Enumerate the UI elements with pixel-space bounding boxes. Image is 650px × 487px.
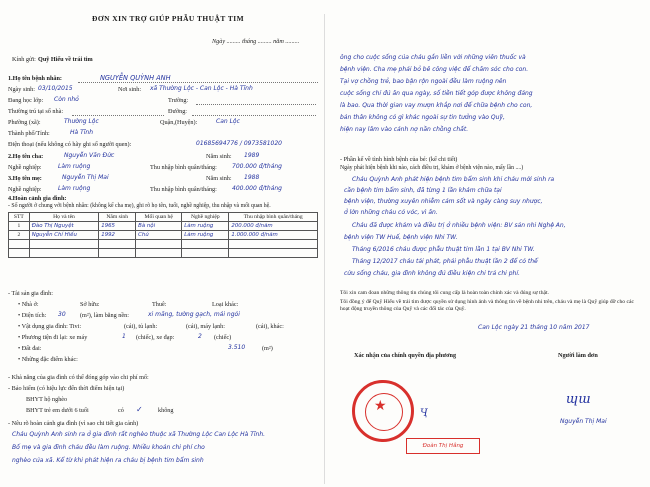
table-cell: 200.000 đ/năm [229, 222, 318, 231]
illness-text: cần bệnh tim bẩm sinh, đã từng 1 lần khám chữa tại [344, 187, 502, 194]
built-with-label: (m²), làm bằng nền: [80, 312, 129, 319]
father-year: 1989 [244, 152, 260, 159]
mother-job-label: Nghề nghiệp: [8, 186, 42, 193]
appliances-ac: (cái), máy lạnh: [186, 323, 225, 330]
circumstance-text: Cháu Quỳnh Anh sinh ra ở gia đình rất nghèo thuộc xã Thường Lộc Can Lộc Hà Tĩnh. [12, 431, 266, 438]
school-label: Trường: [168, 97, 189, 104]
other-features-label: • Những đặc điểm khác: [18, 356, 78, 363]
kinh-gui-value: Quỹ Hiểu về trái tim [38, 56, 93, 63]
table-cell: 1.000.000 đ/năm [229, 231, 318, 240]
official-signature: Ҷ [420, 408, 428, 419]
dotted-line [72, 115, 164, 116]
circumstance-text: cuộc sống chỉ đủ ăn qua ngày, số tiền tiết góp được không đáng [340, 90, 533, 97]
father-income: 700.000 đ/tháng [232, 163, 282, 170]
table-cell: 2 [9, 231, 30, 240]
official-stamp-icon: ★ [352, 380, 414, 442]
house-label: • Nhà ở: [18, 301, 39, 308]
area-value: 30 [58, 311, 66, 318]
circumstance-label: - Nêu rõ hoàn cảnh gia đình (vì sao chi tiết gia cảnh) [8, 420, 139, 427]
insurance-no-label: không [158, 407, 174, 414]
birth-place-label: Nơi sinh: [118, 86, 142, 93]
bicycle-unit: (chiếc) [214, 334, 232, 341]
circumstance-text: bản thân không có gì khác ngoài sự tin tưởng vào Quỹ, [340, 114, 505, 121]
rented-label: Thuê: [152, 301, 167, 308]
illness-label: - Phần kể về tình hình bệnh của bé: (kể chi tiết) [340, 156, 458, 163]
table-cell: 1965 [99, 222, 136, 231]
place-date: Can Lộc ngày 21 tháng 10 năm 2017 [478, 324, 590, 331]
column-divider [324, 14, 325, 484]
circumstance-text: Bố mẹ và gia đình cháu đều làm ruộng. Nhiều khoản chi phí cho [12, 444, 205, 451]
ward-label: Phường (xã): [8, 119, 41, 126]
land-unit: (m²) [262, 345, 273, 352]
district-value: Can Lộc [216, 118, 240, 125]
circumstance-text: là bao. Qua thời gian vay mượn khắp nơi để chữa bệnh cho con, [340, 102, 533, 109]
illness-desc: Ngày phát hiện bệnh khi nào, cách điều trị, khám ở bệnh viện nào, mấy lần ....) [340, 165, 524, 171]
table-row [9, 249, 318, 258]
table-cell: 1 [9, 222, 30, 231]
land-value: 3.510 [228, 344, 246, 351]
illness-text: Tháng 12/2017 cháu tái phát, phải phẫu thuật lần 2 để có thể [352, 258, 538, 265]
transport-label: • Phương tiện đi lại: xe máy [18, 334, 88, 341]
contribution-label: - Khả năng của gia đình có thể đóng góp vào chi phí mổ: [8, 374, 149, 381]
applicant-label: Người làm đơn [558, 352, 598, 359]
form-title: ĐƠN XIN TRỢ GIÚP PHẪU THUẬT TIM [92, 14, 245, 23]
appliances-label: • Vật dụng gia đình: Tivi: [18, 323, 82, 330]
ward-value: Thường Lộc [64, 118, 99, 125]
area-label: • Diện tích: [18, 312, 47, 319]
illness-text: bệnh viện, thường xuyên nhiễm cảm sốt và ngày càng suy nhược, [344, 198, 543, 205]
table-row [9, 222, 318, 231]
insurance-child-label: BHYT trẻ em dưới 6 tuổi [26, 407, 89, 414]
phone-value: 01685694776 / 0973581020 [196, 140, 283, 147]
city-value: Hà Tĩnh [70, 129, 94, 136]
patient-name: NGUYỄN QUỲNH ANH [100, 74, 171, 82]
other-type-label: Loại khác: [212, 301, 239, 308]
father-year-label: Năm sinh: [206, 153, 232, 160]
table-cell: Bà nội [136, 222, 182, 231]
father-name-label: 2.Họ tên cha: [8, 153, 44, 160]
address-label: Thường trú tại số nhà: [8, 108, 64, 115]
built-with-value: xi măng, tường gạch, mái ngói [148, 311, 240, 318]
bicycle-label: (chiếc), xe đạp: [136, 334, 175, 341]
motorbike-count: 1 [122, 333, 126, 340]
phone-label: Điện thoại (nếu không có hãy ghi số người quen): [8, 141, 132, 148]
table-cell: Chú [136, 231, 182, 240]
class-value: Còn nhỏ [54, 96, 79, 103]
illness-text: Tháng 6/2016 cháu được phẫu thuật tim lần 1 tại BV Nhi TW. [352, 246, 535, 253]
mother-income: 400.000 đ/tháng [232, 185, 282, 192]
assets-label: - Tài sản gia đình: [8, 290, 53, 297]
family-situation-desc: - Số người ở chung với bệnh nhân: (không kể cha mẹ), ghi rõ họ tên, tuổi, nghề nghiệp, thu nhập và mối quan hệ. [8, 203, 271, 209]
birth-date-label: Ngày sinh: [8, 86, 35, 93]
insurance-poor-label: BHYT hộ nghèo [26, 396, 68, 403]
dotted-line [196, 104, 316, 105]
col-header: Nghề nghiệp [182, 213, 229, 222]
father-income-label: Thu nhập bình quân/tháng: [150, 164, 217, 171]
street-label: Đường: [168, 108, 188, 115]
illness-text: Cháu đã được khám và điều trị ở nhiều bệnh viện: BV sản nhi Nghệ An, [352, 222, 566, 229]
mother-job: Làm ruộng [58, 185, 91, 192]
father-job-label: Nghề nghiệp: [8, 164, 42, 171]
appliances-fridge: (cái), tủ lạnh: [124, 323, 158, 330]
table-cell: Làm ruộng [182, 222, 229, 231]
applicant-name: Nguyễn Thị Mai [560, 418, 607, 425]
class-label: Đang học lớp: [8, 97, 44, 104]
table-cell: Nguyễn Chí Hiếu [29, 231, 99, 240]
dotted-line [192, 115, 316, 116]
table-cell: 1992 [99, 231, 136, 240]
birth-place: xã Thường Lộc - Can Lộc - Hà Tĩnh [150, 85, 253, 92]
illness-text: Cháu Quỳnh Anh phát hiện bệnh tim bẩm sinh khi cháu mới sinh ra [352, 176, 555, 183]
insurance-yes-label: có [118, 407, 124, 414]
city-label: Thành phố/Tỉnh: [8, 130, 50, 137]
patient-name-label: 1.Họ tên bệnh nhân: [8, 75, 62, 82]
col-header: STT [9, 213, 30, 222]
local-authority-label: Xác nhận của chính quyền địa phương [354, 352, 457, 359]
col-header: Năm sinh [99, 213, 136, 222]
mother-name-label: 3.Họ tên mẹ: [8, 175, 42, 182]
date-line: Ngày ......... tháng ......... năm ......... [212, 38, 300, 45]
col-header: Thu nhập bình quân/tháng [229, 213, 318, 222]
circumstance-text: Tại vợ chồng trẻ, bao bận rộn ngoài đều làm ruộng nên [340, 78, 507, 85]
table-row [9, 231, 318, 240]
declaration-2: Tôi đồng ý để Quỹ Hiểu về trái tim được quyền sử dụng hình ảnh và thông tin về bệnh nhi trên, cháu và mẹ là Quỹ giúp đỡ cho các hoạt động truyền thông của Quỹ và các đối tác của Quỹ. [340, 299, 634, 312]
land-label: • Đất đai: [18, 345, 42, 352]
owned-label: Sở hữu: [80, 301, 100, 308]
circumstance-text: bệnh viện. Cha mẹ phải bỏ bê công việc để chăm sóc cho con. [340, 66, 529, 73]
col-header: Họ và tên [29, 213, 99, 222]
birth-date: 03/10/2015 [38, 85, 73, 92]
circumstance-text: nghèo của xã. Kể từ khi phát hiện ra cháu bị bệnh tim bẩm sinh [12, 457, 204, 464]
father-name: Nguyễn Văn Đức [64, 152, 115, 159]
table-cell: Làm ruộng [182, 231, 229, 240]
declaration-1: Tôi xin cam đoan những thông tin chúng tôi cung cấp là hoàn toàn chính xác và đúng sự thật. [340, 290, 549, 296]
household-table [8, 212, 318, 258]
official-name-stamp: Đoàn Thị Hằng [406, 438, 480, 454]
mother-year: 1988 [244, 174, 260, 181]
table-cell: Đào Thị Nguyệt [29, 222, 99, 231]
family-situation-label: 4.Hoàn cảnh gia đình: [8, 195, 67, 202]
circumstance-text: ông cho cuộc sống của cháu gắn liền với những viên thuốc và [340, 54, 526, 61]
mother-name: Nguyễn Thị Mai [62, 174, 109, 181]
father-job: Làm ruộng [58, 163, 91, 170]
mother-income-label: Thu nhập bình quân/tháng: [150, 186, 217, 193]
illness-text: cứu sống cháu, gia đình không đủ điều kiện chi trả chi phí. [344, 270, 520, 277]
kinh-gui-label: Kính gửi: [12, 56, 36, 63]
circumstance-text: hiện nay lâm vào cảnh nợ nần chồng chất. [340, 126, 469, 133]
col-header: Mối quan hệ [136, 213, 182, 222]
illness-text: ở lớn những cháu có vóc, vì ăn. [344, 209, 438, 216]
illness-text: bệnh viện TW Huế, bệnh viện Nhi TW. [344, 234, 458, 241]
bicycle-count: 2 [198, 333, 202, 340]
district-label: Quận,(Huyện): [160, 119, 198, 126]
mother-year-label: Năm sinh: [206, 175, 232, 182]
table-header-row [9, 213, 318, 222]
table-row [9, 240, 318, 249]
applicant-signature: ɰɯ [566, 392, 591, 407]
appliances-other: (cái), khác: [256, 323, 284, 330]
insurance-check-icon: ✓ [136, 405, 143, 414]
insurance-label: - Bảo hiểm (có hiệu lực đến thời điểm hiện tại) [8, 385, 125, 392]
dotted-line [78, 82, 318, 83]
